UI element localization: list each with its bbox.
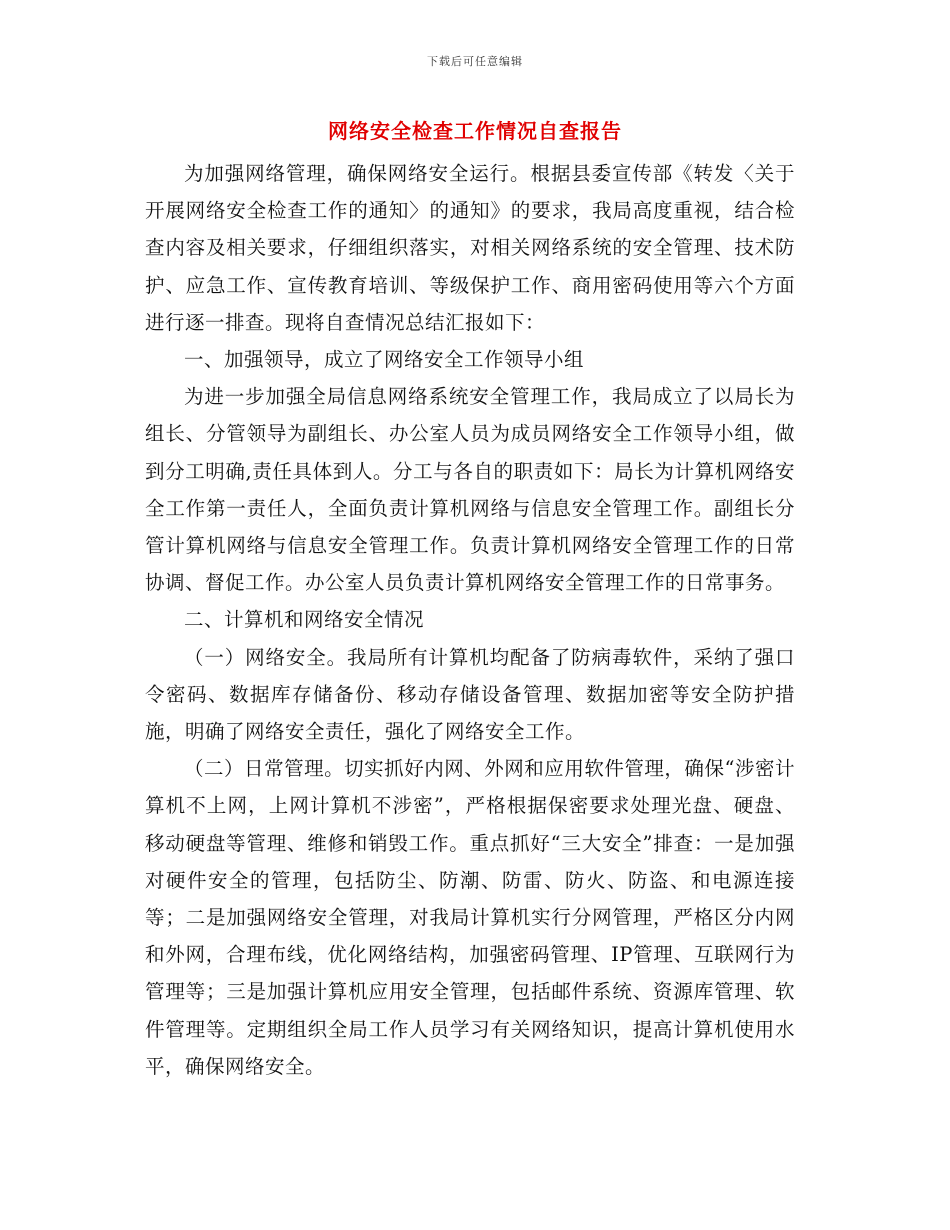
page-header-note: 下载后可任意编辑 [427, 55, 523, 68]
document-title: 网络安全检查工作情况自查报告 [328, 119, 622, 143]
body-paragraph: （一）网络安全。我局所有计算机均配备了防病毒软件，采纳了强口令密码、数据库存储备份、移动存储设备管理、数据加密等安全防护措施，明确了网络安全责任，强化了网络安全工作。 [145, 645, 795, 744]
document-body [145, 155, 795, 1085]
section-heading-2: 二、计算机和网络安全情况 [184, 608, 425, 632]
section-heading-1: 一、加强领导，成立了网络安全工作领导小组 [184, 348, 585, 372]
intro-paragraph: 为加强网络管理，确保网络安全运行。根据县委宣传部《转发〈关于开展网络安全检查工作的通知〉的通知》的要求，我局高度重视，结合检查内容及相关要求，仔细组织落实，对相关网络系统的安全管理、技术防护、应急工作、宣传教育培训、等级保护工作、商用密码使用等六个方面进行逐一排查。现将自查情况总结汇报如下： [145, 162, 795, 334]
body-paragraph: 为进一步加强全局信息网络系统安全管理工作，我局成立了以局长为组长、分管领导为副组长、办公室人员为成员网络安全工作领导小组，做到分工明确,责任具体到人。分工与各自的职责如下：局长为计算机网络安全工作第一责任人，全面负责计算机网络与信息安全管理工作。副组长分管计算机网络与信息安全管理工作。负责计算机网络安全管理工作的日常协调、督促工作。办公室人员负责计算机网络安全管理工作的日常事务。 [145, 385, 795, 595]
body-paragraph: （二）日常管理。切实抓好内网、外网和应用软件管理，确保“涉密计算机不上网，上网计算机不涉密”，严格根据保密要求处理光盘、硬盘、移动硬盘等管理、维修和销毁工作。重点抓好“三大安全”排查：一是加强对硬件安全的管理，包括防尘、防潮、防雷、防火、防盗、和电源连接等；二是加强网络安全管理，对我局计算机实行分网管理，严格区分内网和外网，合理布线，优化网络结构，加强密码管理、IP管理、互联网行为管理等；三是加强计算机应用安全管理，包括邮件系统、资源库管理、软件管理等。定期组织全局工作人员学习有关网络知识，提高计算机使用水平，确保网络安全。 [145, 757, 795, 1078]
